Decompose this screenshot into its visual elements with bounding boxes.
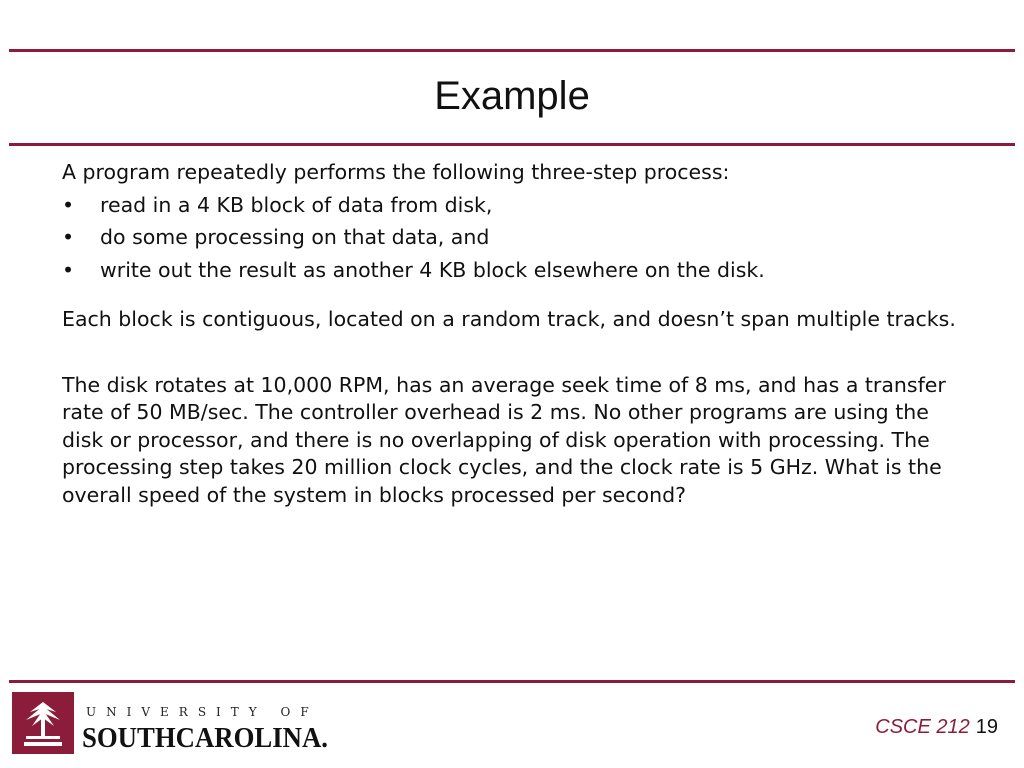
top-divider [9, 49, 1015, 52]
bullet-text: write out the result as another 4 KB block elsewhere on the disk. [100, 257, 765, 282]
slide-title: Example [434, 74, 590, 118]
course-label: CSCE 212 [875, 716, 970, 738]
bullet-icon: • [62, 192, 75, 217]
paragraph-block-properties: Each block is contiguous, located on a random track, and doesn’t span multiple tracks. [62, 307, 956, 331]
logo-top-text: UNIVERSITY OF [86, 705, 319, 719]
slide-footer [875, 714, 998, 739]
bullet-icon: • [62, 225, 75, 249]
slide-body [62, 159, 972, 509]
paragraph-disk-specs: The disk rotates at 10,000 RPM, has an average seek time of 8 ms, and has a transfer rate of 50 MB/sec. The controller overhead is 2 ms. No other programs are using the disk or processor, and there is no overlapping of disk operation with processing. The processing step takes 20 million clock cycles, and the clock rate is 5 GHz. What is the overall speed of the system in blocks processed per second? [62, 372, 946, 507]
bullet-text: do some processing on that data, and [100, 225, 490, 249]
intro-text: A program repeatedly performs the following three-step process: [62, 160, 730, 184]
page-number: 19 [975, 716, 998, 738]
title-divider [9, 143, 1015, 146]
bullet-icon: • [62, 257, 75, 282]
bullet-text: read in a 4 KB block of data from disk, [100, 192, 493, 217]
logo-bottom-text: SOUTHCAROLINA. [82, 722, 328, 754]
footer-divider [9, 680, 1015, 683]
bullet-item [62, 192, 972, 220]
bullet-list [62, 192, 972, 285]
bullet-item [62, 257, 972, 285]
bullet-item [62, 224, 972, 252]
university-logo [12, 692, 332, 754]
